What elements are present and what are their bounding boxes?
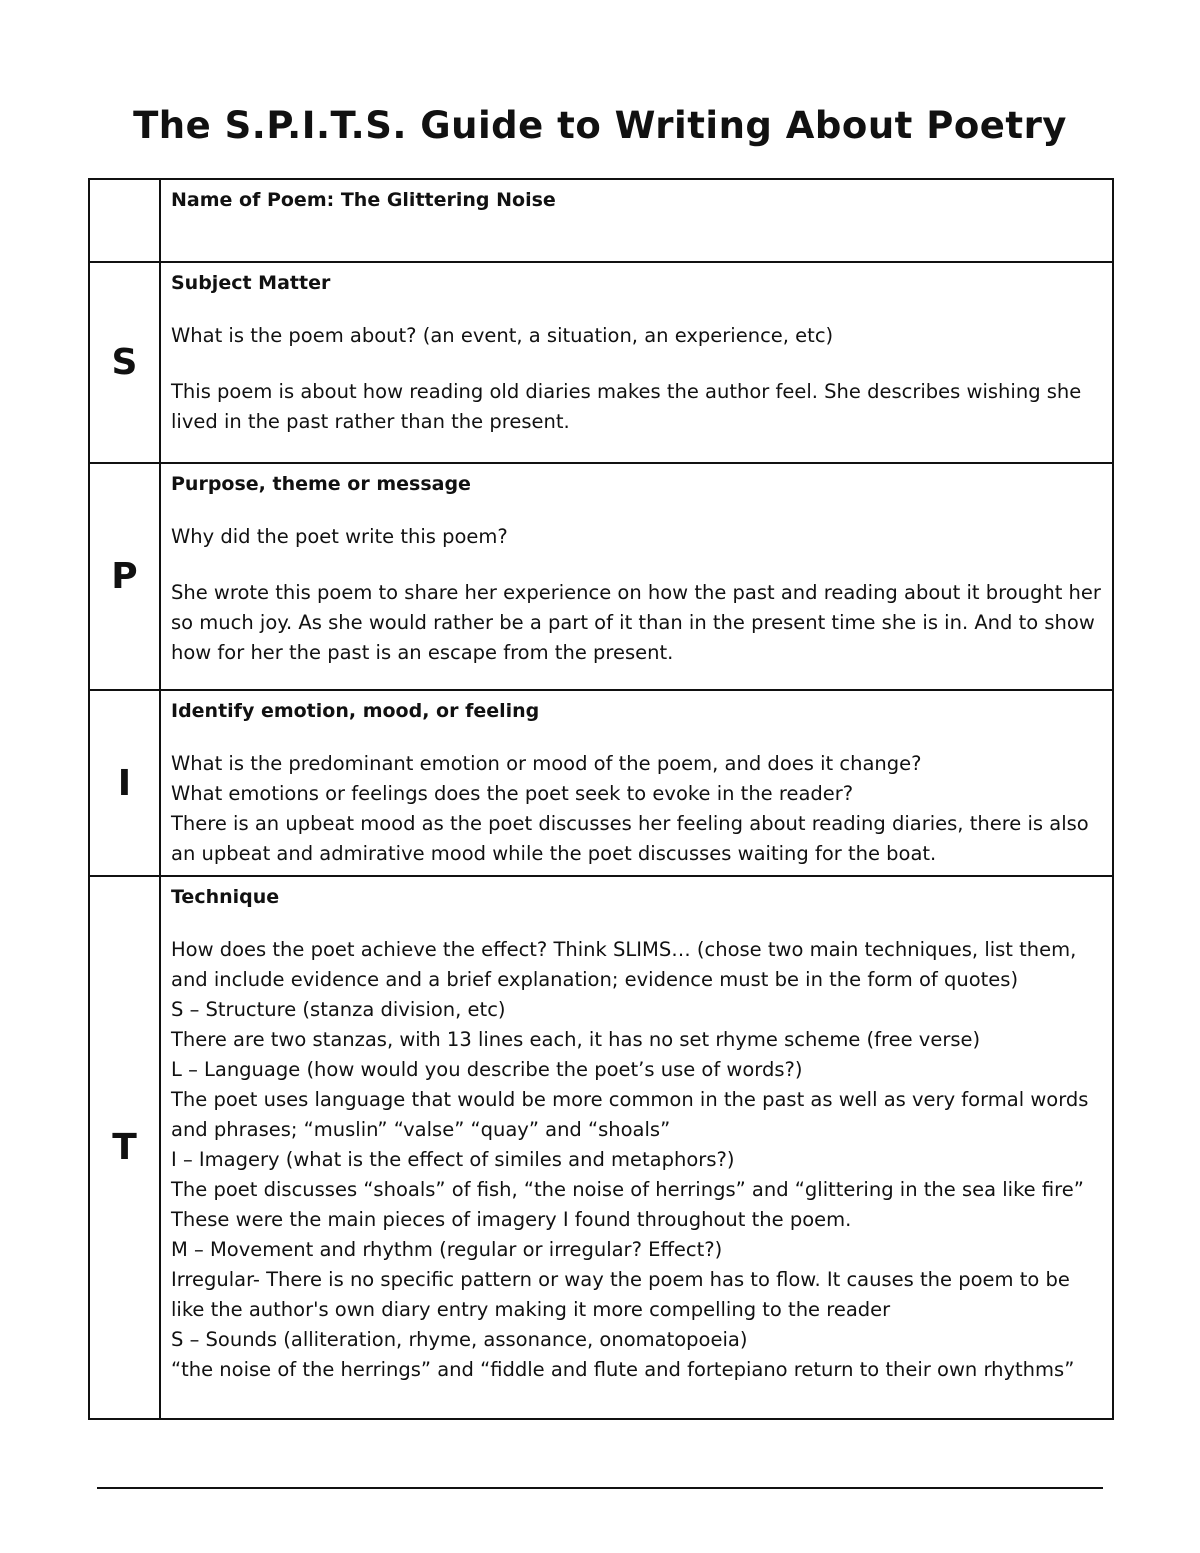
section-i-content: [160, 690, 1113, 876]
section-t-language-answer: The poet uses language that would be more common in the past as well as very formal words and phrases; “muslin” “valse” “quay” and “shoals”: [171, 1088, 1089, 1141]
section-t-letter: T: [112, 1127, 137, 1168]
section-s-heading: Subject Matter: [171, 272, 331, 294]
section-p-question: Why did the poet write this poem?: [171, 525, 508, 548]
section-s-question: What is the poem about? (an event, a situation, an experience, etc): [171, 324, 834, 347]
section-p-letter: P: [111, 556, 138, 597]
section-i-question-1: What is the predominant emotion or mood of the poem, and does it change?: [171, 752, 922, 775]
section-p-heading: Purpose, theme or message: [171, 473, 471, 495]
section-t-imagery-answer: The poet discusses “shoals” of fish, “the noise of herrings” and “glittering in the sea like fire” These were the main pieces of imagery I found throughout the poem.: [171, 1178, 1084, 1231]
spits-table: [88, 178, 1114, 1420]
footer-divider: [97, 1487, 1103, 1489]
section-t-heading: Technique: [171, 886, 280, 908]
section-i-question-2: What emotions or feelings does the poet seek to evoke in the reader?: [171, 782, 854, 805]
poem-name-label: Name of Poem: The Glittering Noise: [171, 189, 556, 211]
section-t-language-label: L – Language (how would you describe the poet’s use of words?): [171, 1058, 803, 1081]
section-i-row: [89, 690, 1113, 876]
section-i-heading: Identify emotion, mood, or feeling: [171, 700, 540, 722]
section-t-imagery-label: I – Imagery (what is the effect of similes and metaphors?): [171, 1148, 735, 1171]
section-t-movement-answer: Irregular- There is no specific pattern or way the poem has to flow. It causes the poem to be like the author's own diary entry making it more compelling to the reader: [171, 1268, 1070, 1321]
section-i-answer: There is an upbeat mood as the poet discusses her feeling about reading diaries, there is also an upbeat and admirative mood while the poet discusses waiting for the boat.: [171, 812, 1089, 865]
section-t-structure-answer: There are two stanzas, with 13 lines each, it has no set rhyme scheme (free verse): [171, 1028, 981, 1051]
name-row-letter-cell: [89, 179, 160, 262]
page-title: The S.P.I.T.S. Guide to Writing About Poetry: [133, 104, 1067, 147]
name-row-content: [160, 179, 1113, 262]
section-t-question: How does the poet achieve the effect? Think SLIMS… (chose two main techniques, list them, and include evidence and a brief explanation; evidence must be in the form of quotes): [171, 938, 1077, 991]
section-t-movement-label: M – Movement and rhythm (regular or irregular? Effect?): [171, 1238, 723, 1261]
section-s-row: [89, 262, 1113, 463]
section-p-letter-cell: [89, 463, 160, 690]
section-t-content: [160, 876, 1113, 1419]
section-i-letter-cell: [89, 690, 160, 876]
section-s-content: [160, 262, 1113, 463]
section-s-letter-cell: [89, 262, 160, 463]
section-i-letter: I: [117, 762, 132, 804]
section-t-row: [89, 876, 1113, 1419]
section-s-answer: This poem is about how reading old diaries makes the author feel. She describes wishing she lived in the past rather than the present.: [171, 380, 1082, 433]
section-t-sounds-label: S – Sounds (alliteration, rhyme, assonance, onomatopoeia): [171, 1328, 748, 1351]
name-row: [89, 179, 1113, 262]
section-s-letter: S: [111, 342, 138, 383]
section-p-answer: She wrote this poem to share her experience on how the past and reading about it brought her so much joy. As she would rather be a part of it than in the present time she is in. And to show how for her the past is an escape from the present.: [171, 581, 1101, 664]
section-p-content: [160, 463, 1113, 690]
section-t-sounds-answer: “the noise of the herrings” and “fiddle and flute and fortepiano return to their own rhythms”: [171, 1358, 1075, 1381]
section-p-row: [89, 463, 1113, 690]
section-t-structure-label: S – Structure (stanza division, etc): [171, 998, 506, 1021]
section-t-letter-cell: [89, 876, 160, 1419]
